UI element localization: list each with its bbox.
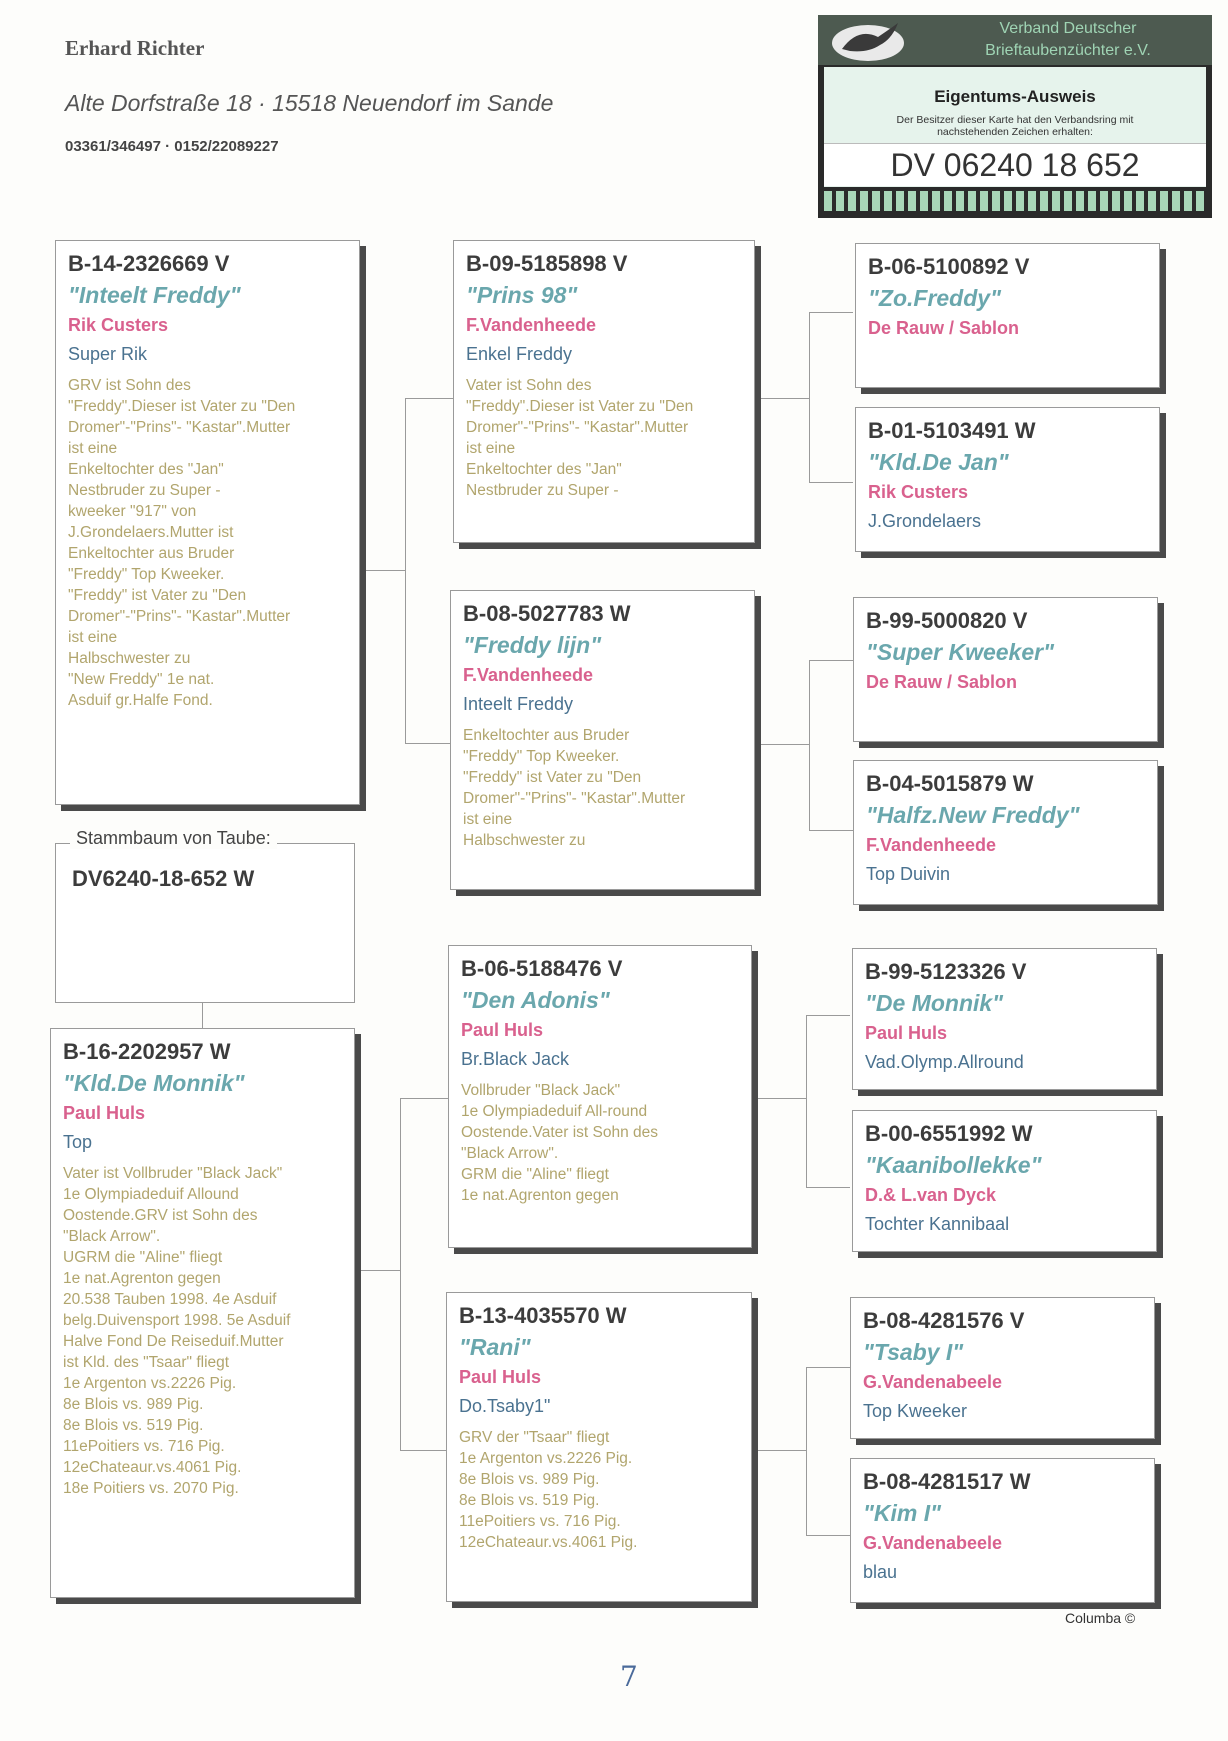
connector-dam xyxy=(355,1270,400,1271)
breeder-name: G.Vandenabeele xyxy=(863,1533,1003,1553)
pigeon-card-dss xyxy=(852,948,1157,1090)
connector-ds-dsd xyxy=(806,1187,850,1188)
pigeon-subtitle: Top Kweeker xyxy=(863,1401,968,1421)
ring-number: B-09-5185898 V xyxy=(466,251,628,276)
pigeon-name: "Kld.De Jan" xyxy=(868,449,1009,475)
ring-number: B-16-2202957 W xyxy=(63,1039,231,1064)
breeder-name: Paul Huls xyxy=(63,1103,146,1123)
pigeon-subtitle: Inteelt Freddy xyxy=(463,694,574,714)
ownership-card-subtext: Der Besitzer dieser Karte hat den Verbandsring mit nachstehenden Zeichen erhalten: xyxy=(896,114,1134,138)
breeder-name: Rik Custers xyxy=(868,482,969,502)
connector-dam-dd xyxy=(400,1450,448,1451)
breeder-name: D.& L.van Dyck xyxy=(865,1185,997,1205)
connector-sd-vertical xyxy=(809,660,810,830)
connector-ss-sss xyxy=(809,312,853,313)
connector-sd-sds xyxy=(809,660,853,661)
pigeon-name: "Kld.De Monnik" xyxy=(63,1070,245,1096)
ownership-card xyxy=(818,15,1212,218)
pigeon-card-sire-sire xyxy=(453,240,755,543)
connector-ds-dss xyxy=(806,1015,850,1016)
pigeon-subtitle: J.Grondelaers xyxy=(868,511,982,531)
ring-number: B-08-4281576 V xyxy=(863,1308,1025,1333)
pigeon-card-ddd xyxy=(850,1458,1155,1603)
pigeon-name: "Kim I" xyxy=(863,1500,942,1526)
ring-number: B-99-5000820 V xyxy=(866,608,1028,633)
breeder-name: Paul Huls xyxy=(459,1367,542,1387)
pigeon-name: "Super Kweeker" xyxy=(866,639,1054,665)
owner-phone: 03361/346497 · 0152/22089227 xyxy=(65,138,279,155)
connector-sire-vertical xyxy=(405,398,406,743)
breeder-name: De Rauw / Sablon xyxy=(868,318,1020,338)
pigeon-name: "Rani" xyxy=(459,1334,531,1360)
pigeon-card-sss xyxy=(855,243,1160,388)
breeder-name: F.Vandenheede xyxy=(866,835,997,855)
connector-sire xyxy=(360,570,405,571)
ring-number: B-04-5015879 W xyxy=(866,771,1034,796)
pedigree-title-ring: DV6240-18-652 W xyxy=(72,866,255,891)
connector-ds-vertical xyxy=(806,1015,807,1187)
ring-number: B-06-5188476 V xyxy=(461,956,623,981)
pigeon-notes: Vater ist Vollbruder "Black Jack" 1e Olympiadeduif Allound Oostende.GRV ist Sohn des "Black Arrow". UGRM die "Aline" fliegt 1e nat.Agrenton gegen 20.538 Tauben 1998. 4e Asduif belg.Duivensport 1998. 5e Asduif Halve Fond De Reiseduif.Mutter ist Kld. des "Tsaar" fliegt 1e Argenton vs.2226 Pig. 8e Blois vs. 989 Pig. 8e Blois vs. 519 Pig. 11ePoitiers vs. 716 Pig. 12eChateaur.vs.4061 Pig. 18e Poitiers vs. 2070 Pig. xyxy=(63,1165,291,1497)
ring-number: B-99-5123326 V xyxy=(865,959,1027,984)
pigeon-card-dam-sire xyxy=(448,945,752,1248)
connector-dd xyxy=(752,1450,806,1451)
breeder-name: Paul Huls xyxy=(865,1023,948,1043)
copyright: Columba © xyxy=(1065,1610,1136,1626)
ring-number: B-06-5100892 V xyxy=(868,254,1030,279)
connector-dd-dds xyxy=(806,1367,850,1368)
pigeon-subtitle: Vad.Olymp.Allround xyxy=(865,1052,1024,1072)
pigeon-card-sds xyxy=(853,597,1158,742)
pigeon-card-dam xyxy=(50,1028,355,1598)
connector-sire-ss xyxy=(405,398,453,399)
ownership-card-number: DV 06240 18 652 xyxy=(824,143,1206,186)
pigeon-subtitle: blau xyxy=(863,1562,898,1582)
pigeon-notes: Vater ist Sohn des "Freddy".Dieser ist Vater zu "Den Dromer"-"Prins"- "Kastar".Mutter ist eine Enkeltochter des "Jan" Nestbruder zu Super - xyxy=(466,377,694,499)
ring-number: B-08-5027783 W xyxy=(463,601,631,626)
ring-number: B-00-6551992 W xyxy=(865,1121,1033,1146)
connector-dd-ddd xyxy=(806,1535,850,1536)
owner-address: Alte Dorfstraße 18 · 15518 Neuendorf im Sande xyxy=(65,90,554,116)
connector-dd-vertical xyxy=(806,1367,807,1535)
pigeon-name: "Prins 98" xyxy=(466,282,578,308)
ring-number: B-01-5103491 W xyxy=(868,418,1036,443)
pigeon-subtitle: Do.Tsaby1" xyxy=(459,1396,551,1416)
pigeon-subtitle: Super Rik xyxy=(68,344,148,364)
connector-sd xyxy=(755,744,809,745)
pigeon-subtitle: Br.Black Jack xyxy=(461,1049,570,1069)
connector-dam-ds xyxy=(400,1098,448,1099)
connector-sire-sd xyxy=(405,743,453,744)
breeder-name: F.Vandenheede xyxy=(463,665,594,685)
pigeon-name: "De Monnik" xyxy=(865,990,1004,1016)
pigeon-card-dsd xyxy=(852,1110,1157,1252)
pigeon-name: "Tsaby I" xyxy=(863,1339,964,1365)
pigeon-name: "Den Adonis" xyxy=(461,987,610,1013)
pigeon-notes: GRV der "Tsaar" fliegt 1e Argenton vs.2226 Pig. 8e Blois vs. 989 Pig. 8e Blois vs. 519 Pig. 11ePoitiers vs. 716 Pig. 12eChateaur.vs.4061 Pig. xyxy=(459,1429,638,1551)
page-mark: 7 xyxy=(620,1660,638,1693)
connector-title-dam xyxy=(202,1003,203,1028)
ownership-card-org: Verband Deutscher Brieftaubenzüchter e.V. xyxy=(985,20,1151,59)
pigeon-name: "Zo.Freddy" xyxy=(868,285,1001,311)
pigeon-card-ssd xyxy=(855,407,1160,552)
connector-ds xyxy=(752,1098,806,1099)
pigeon-card-sire xyxy=(55,240,360,805)
pigeon-card-dds xyxy=(850,1297,1155,1439)
ownership-card-band xyxy=(818,15,1212,65)
pigeon-notes: GRV ist Sohn des "Freddy".Dieser ist Vater zu "Den Dromer"-"Prins"- "Kastar".Mutter ist eine Enkeltochter des "Jan" Nestbruder zu Super - kweeker "917" von J.Grondelaers.Mutter ist Enkeltochter aus Bruder "Freddy" Top Kweeker. "Freddy" ist Vater zu "Den Dromer"-"Prins"- "Kastar".Mutter ist eine Halbschwester zu "New Freddy" 1e nat. Asduif gr.Halfe Fond. xyxy=(68,377,296,709)
breeder-name: F.Vandenheede xyxy=(466,315,597,335)
ring-number: B-08-4281517 W xyxy=(863,1469,1031,1494)
pigeon-name: "Kaanibollekke" xyxy=(865,1152,1042,1178)
breeder-name: G.Vandenabeele xyxy=(863,1372,1003,1392)
ownership-card-pattern xyxy=(824,191,1206,211)
dove-icon xyxy=(828,19,908,63)
pigeon-card-sire-dam xyxy=(450,590,755,890)
owner-name: Erhard Richter xyxy=(65,36,205,60)
ring-number: B-13-4035570 W xyxy=(459,1303,627,1328)
pigeon-subtitle: Tochter Kannibaal xyxy=(865,1214,1010,1234)
connector-ss xyxy=(755,398,809,399)
pigeon-card-sdd xyxy=(853,760,1158,905)
breeder-name: Paul Huls xyxy=(461,1020,544,1040)
connector-dam-vertical xyxy=(400,1098,401,1450)
pigeon-subtitle: Enkel Freddy xyxy=(466,344,573,364)
ownership-card-heading: Eigentums-Ausweis xyxy=(934,87,1096,106)
pigeon-subtitle: Top Duivin xyxy=(866,864,951,884)
connector-ss-ssd xyxy=(809,482,853,483)
pigeon-name: "Freddy lijn" xyxy=(463,632,602,658)
pedigree-title-label: Stammbaum von Taube: xyxy=(70,828,277,849)
pigeon-notes: Enkeltochter aus Bruder "Freddy" Top Kweeker. "Freddy" ist Vater zu "Den Dromer"-"Prins"- "Kastar".Mutter ist eine Halbschwester zu xyxy=(463,727,686,849)
breeder-name: Rik Custers xyxy=(68,315,169,335)
breeder-name: De Rauw / Sablon xyxy=(866,672,1018,692)
connector-sd-sdd xyxy=(809,830,853,831)
pigeon-name: "Inteelt Freddy" xyxy=(68,282,241,308)
pigeon-subtitle: Top xyxy=(63,1132,93,1152)
connector-ss-vertical xyxy=(809,312,810,482)
pigeon-name: "Halfz.New Freddy" xyxy=(866,802,1080,828)
ring-number: B-14-2326669 V xyxy=(68,251,230,276)
pigeon-notes: Vollbruder "Black Jack" 1e Olympiadeduif All-round Oostende.Vater ist Sohn des "Black Arrow". GRM die "Aline" fliegt 1e nat.Agrenton gegen xyxy=(461,1082,659,1204)
ownership-card-body xyxy=(824,67,1206,187)
pigeon-card-dam-dam xyxy=(446,1292,752,1602)
